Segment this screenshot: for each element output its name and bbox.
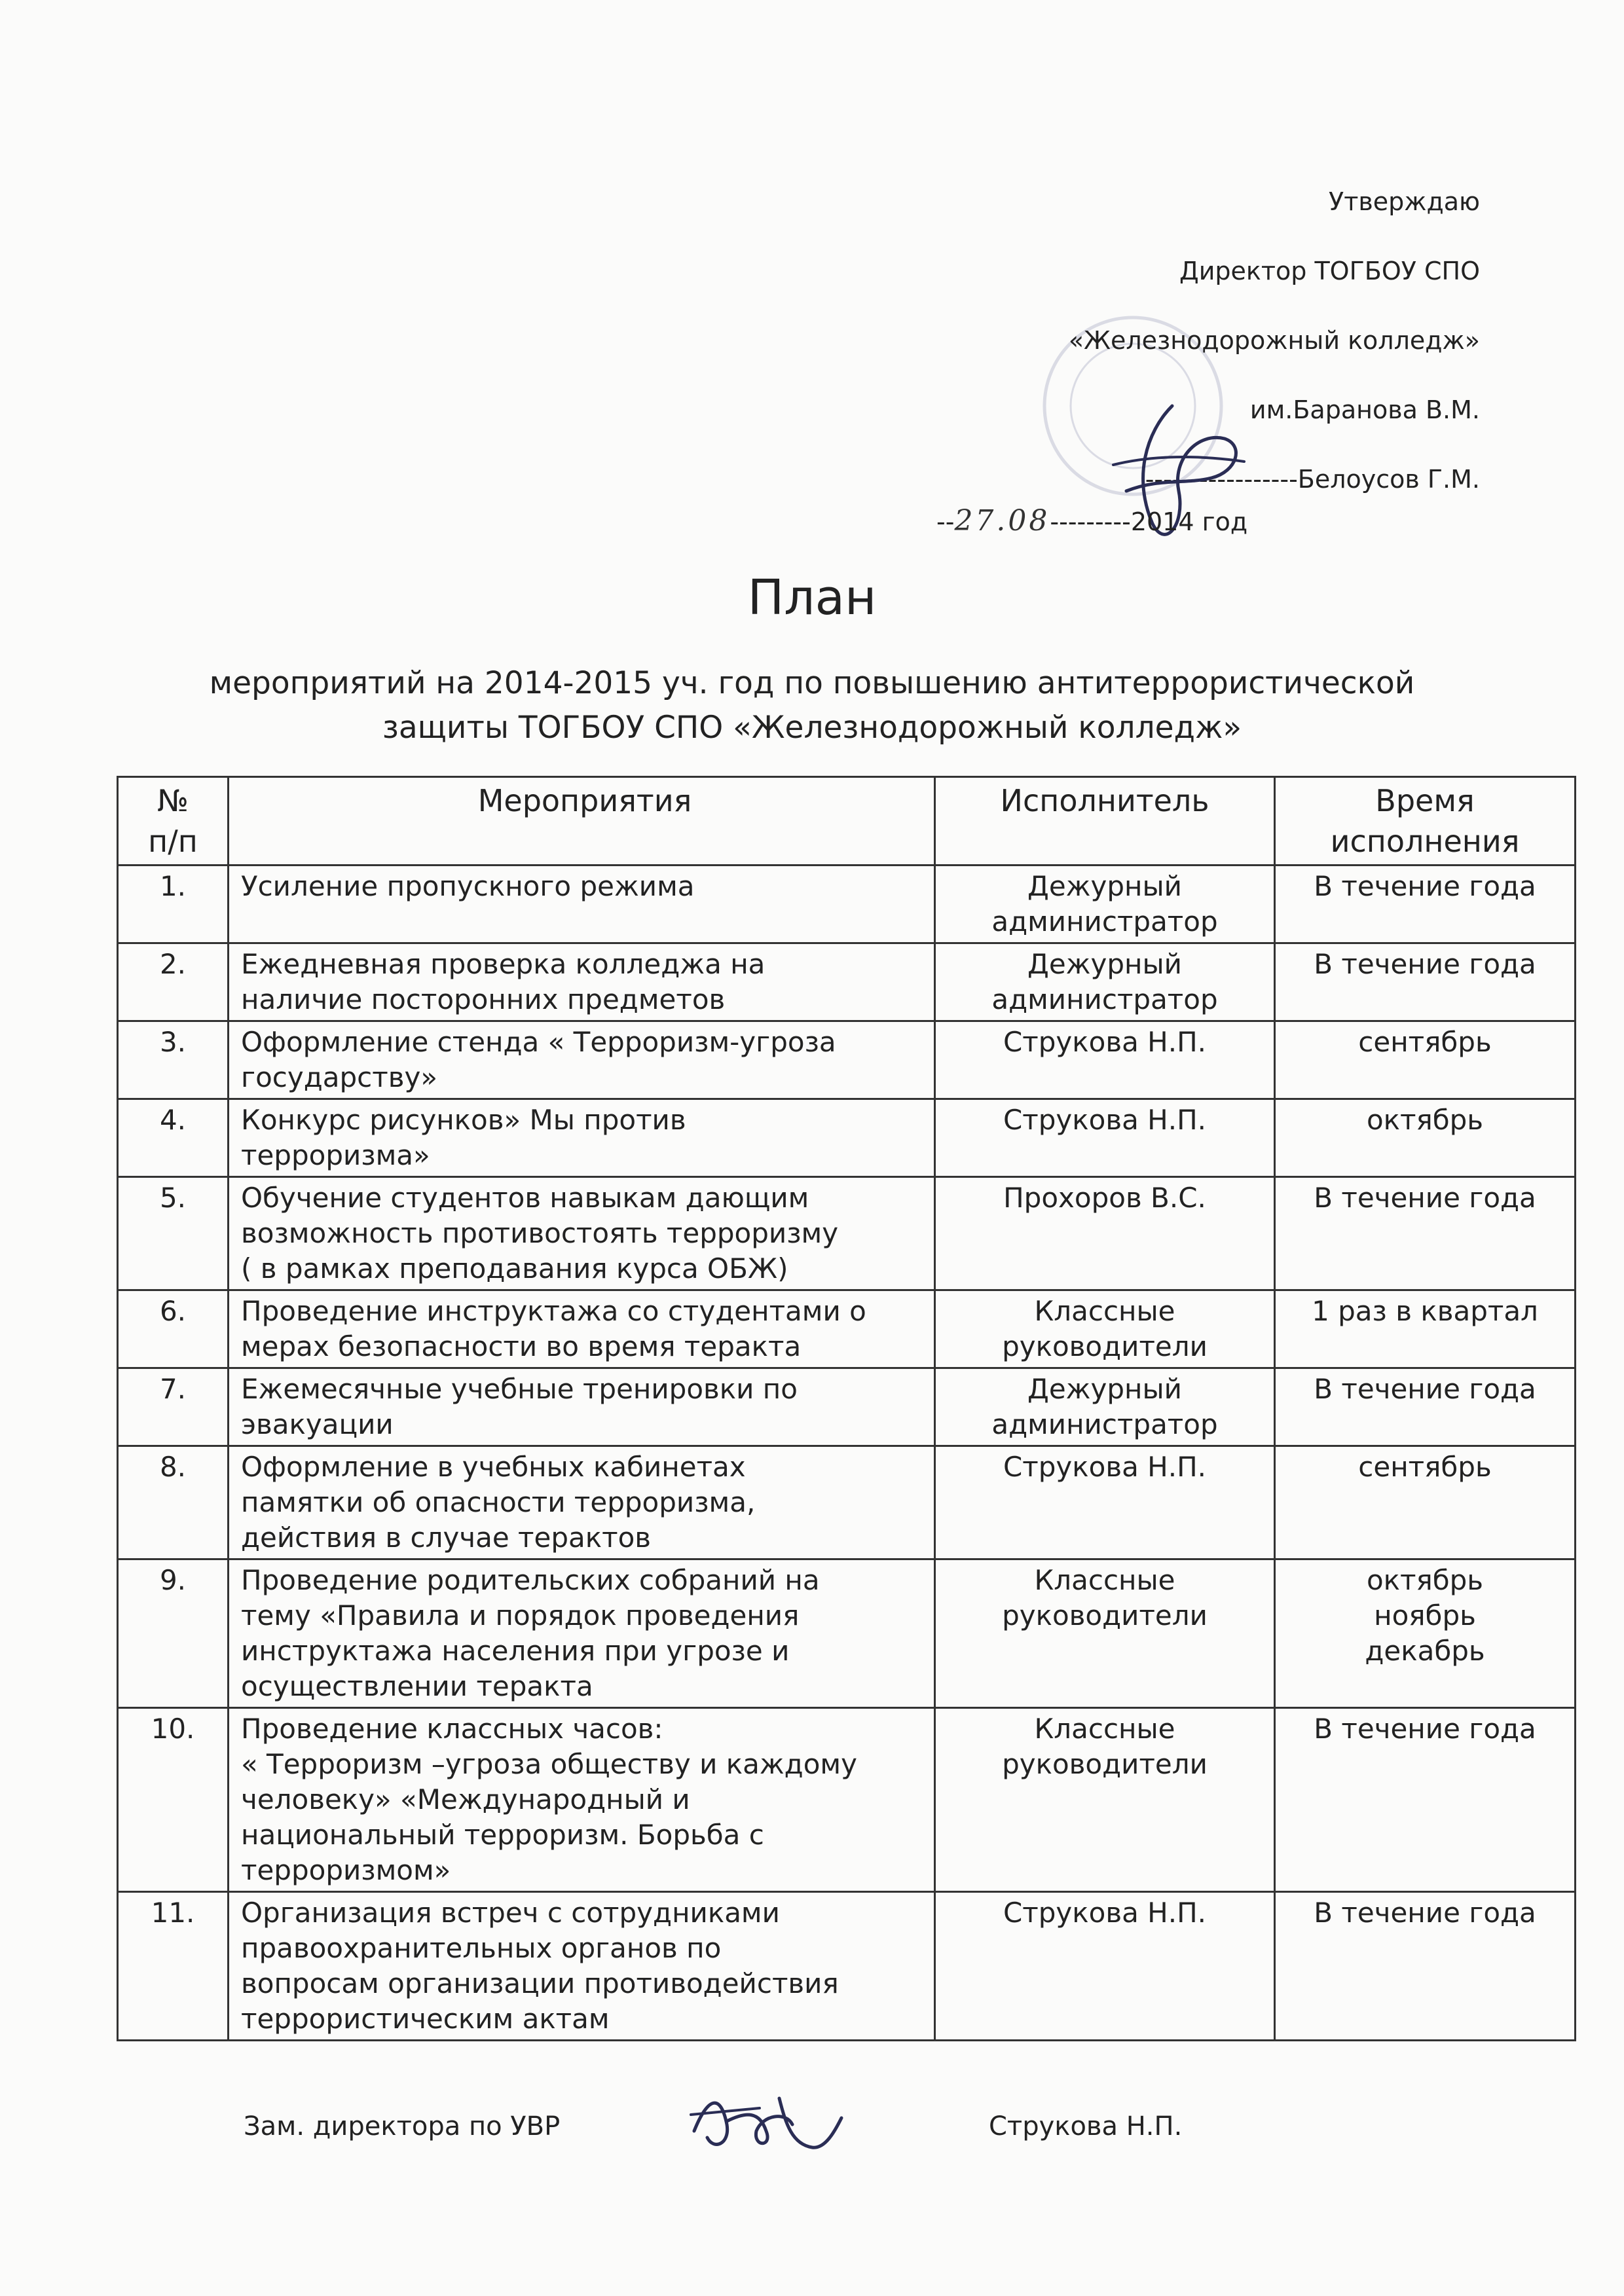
row-number: 5. xyxy=(118,1177,229,1290)
row-time: В течение года xyxy=(1275,1892,1576,2041)
row-event: Обучение студентов навыкам дающим возможность противостоять терроризму ( в рамках преподавания курса ОБЖ) xyxy=(229,1177,935,1290)
row-executor: Дежурный администратор xyxy=(935,866,1275,943)
document-subtitle: мероприятий на 2014-2015 уч. год по повышению антитеррористической защиты ТОГБОУ СПО «Железнодорожный колледж» xyxy=(209,665,1415,746)
footer-name: Струкова Н.П. xyxy=(989,2111,1183,2141)
header-number: № п/п xyxy=(118,777,229,866)
approval-signatory: -----------------Белоусов Г.М. xyxy=(1145,465,1480,494)
row-number: 11. xyxy=(118,1892,229,2041)
row-executor: Струкова Н.П. xyxy=(935,1446,1275,1559)
approval-title: Утверждаю xyxy=(1329,187,1480,216)
row-executor: Дежурный администратор xyxy=(935,1368,1275,1446)
table-row xyxy=(118,866,1576,943)
header-time: Время исполнения xyxy=(1275,777,1576,866)
approval-year: -2014 год xyxy=(1122,507,1248,536)
document-title: План xyxy=(747,570,877,626)
approval-position: Директор ТОГБОУ СПО xyxy=(1179,257,1480,285)
row-executor: Струкова Н.П. xyxy=(935,1892,1275,2041)
row-time: октябрь ноябрь декабрь xyxy=(1275,1559,1576,1708)
table-row xyxy=(118,1892,1576,2041)
row-event: Оформление стенда « Терроризм-угроза государству» xyxy=(229,1021,935,1099)
row-number: 2. xyxy=(118,943,229,1021)
table-row xyxy=(118,1099,1576,1177)
table-header-row xyxy=(118,777,1576,866)
approval-organization: «Железнодорожный колледж» xyxy=(1068,326,1480,355)
row-number: 3. xyxy=(118,1021,229,1099)
table-row xyxy=(118,1446,1576,1559)
row-number: 9. xyxy=(118,1559,229,1708)
director-signature xyxy=(1074,393,1270,563)
deputy-signature xyxy=(681,2085,851,2164)
approval-date: --27.08---------2014 год xyxy=(936,504,1248,538)
row-executor: Струкова Н.П. xyxy=(935,1021,1275,1099)
row-time: В течение года xyxy=(1275,1708,1576,1892)
table-body xyxy=(118,866,1576,2041)
row-number: 6. xyxy=(118,1290,229,1368)
table-row xyxy=(118,943,1576,1021)
row-executor: Классные руководители xyxy=(935,1708,1275,1892)
row-number: 4. xyxy=(118,1099,229,1177)
row-time: сентябрь xyxy=(1275,1446,1576,1559)
row-time: 1 раз в квартал xyxy=(1275,1290,1576,1368)
row-number: 8. xyxy=(118,1446,229,1559)
table-row xyxy=(118,1708,1576,1892)
footer-position: Зам. директора по УВР xyxy=(244,2111,561,2141)
row-event: Оформление в учебных кабинетах памятки об опасности терроризма, действия в случае терактов xyxy=(229,1446,935,1559)
table-row xyxy=(118,1290,1576,1368)
row-event: Проведение родительских собраний на тему «Правила и порядок проведения инструктажа населения при угрозе и осуществлении теракта xyxy=(229,1559,935,1708)
row-event: Проведение классных часов: « Терроризм –угроза обществу и каждому человеку» «Международный и национальный терроризм. Борьба с терроризмом» xyxy=(229,1708,935,1892)
row-executor: Струкова Н.П. xyxy=(935,1099,1275,1177)
handwritten-date: 27.08 xyxy=(954,504,1050,538)
approval-organization-name: им.Баранова В.М. xyxy=(1249,395,1480,424)
row-executor: Прохоров В.С. xyxy=(935,1177,1275,1290)
row-event: Организация встреч с сотрудниками правоохранительных органов по вопросам организации противодействия террористическим актам xyxy=(229,1892,935,2041)
row-time: сентябрь xyxy=(1275,1021,1576,1099)
row-number: 7. xyxy=(118,1368,229,1446)
table-row xyxy=(118,1368,1576,1446)
row-executor: Классные руководители xyxy=(935,1559,1275,1708)
row-time: В течение года xyxy=(1275,1177,1576,1290)
table-row xyxy=(118,1559,1576,1708)
row-time: В течение года xyxy=(1275,943,1576,1021)
table-row xyxy=(118,1021,1576,1099)
header-executor: Исполнитель xyxy=(935,777,1275,866)
row-event: Ежедневная проверка колледжа на наличие посторонних предметов xyxy=(229,943,935,1021)
row-event: Конкурс рисунков» Мы против терроризма» xyxy=(229,1099,935,1177)
row-executor: Классные руководители xyxy=(935,1290,1275,1368)
row-number: 1. xyxy=(118,866,229,943)
row-event: Ежемесячные учебные тренировки по эвакуации xyxy=(229,1368,935,1446)
row-number: 10. xyxy=(118,1708,229,1892)
row-event: Усиление пропускного режима xyxy=(229,866,935,943)
row-executor: Дежурный администратор xyxy=(935,943,1275,1021)
table-row xyxy=(118,1177,1576,1290)
row-event: Проведение инструктажа со студентами о мерах безопасности во время теракта xyxy=(229,1290,935,1368)
row-time: В течение года xyxy=(1275,866,1576,943)
row-time: октябрь xyxy=(1275,1099,1576,1177)
header-event: Мероприятия xyxy=(229,777,935,866)
row-time: В течение года xyxy=(1275,1368,1576,1446)
plan-table xyxy=(117,776,1576,2041)
